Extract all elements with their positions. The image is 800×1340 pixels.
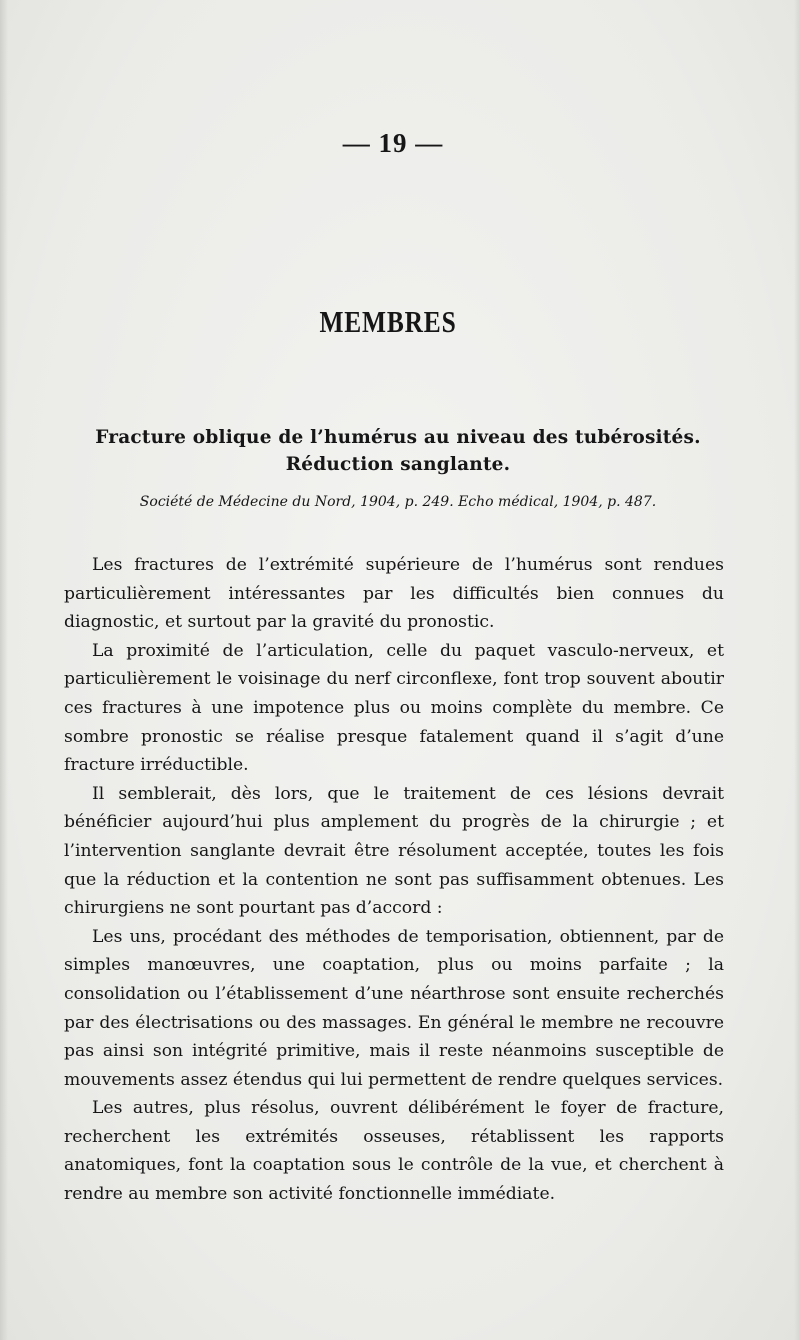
- section-title: MEMBRES: [319, 304, 457, 339]
- paragraph: Les fractures de l’extrémité supérieure de l’humérus sont rendues particulièrement intéressantes par les difficultés bien connues du diagnostic, et surtout par la gravité du pronostic.: [64, 555, 724, 633]
- body-text: [64, 551, 724, 1209]
- paragraph: Il semblerait, dès lors, que le traitement de ces lésions devrait bénéficier aujourd’hui plus amplement du progrès de la chirurgie ; et l’intervention sanglante devrait être résolument acceptée, toutes les fois que la réduction et la contention ne sont pas suffisamment obtenues. Les chirurgiens ne sont pourtant pas d’accord :: [64, 783, 724, 919]
- page-edge-shadow-right: [794, 0, 800, 1340]
- paragraph: La proximité de l’articulation, celle du paquet vasculo-nerveux, et particulièrement le voisinage du nerf circonflexe, font trop souvent aboutir ces fractures à une impotence plus ou moins complète du membre. Ce sombre pronostic se réalise presque fatalement quand il s’agit d’une fracture irréductible.: [64, 640, 724, 776]
- paragraph: Les uns, procédant des méthodes de temporisation, obtiennent, par de simples manœuvres, une coaptation, plus ou moins parfaite ; la consolidation ou l’établissement d’une néarthrose sont ensuite recherchés par des électrisations ou des massages. En général le membre ne recouvre pas ainsi son intégrité primitive, mais il reste néanmoins susceptible de mouvements assez étendus qui lui permettent de rendre quelques services.: [64, 926, 724, 1090]
- citation: Société de Médecine du Nord, 1904, p. 249. Echo médical, 1904, p. 487.: [139, 494, 657, 510]
- article-title: [60, 424, 736, 478]
- page-edge-shadow-left: [0, 0, 8, 1340]
- article-title-line-1: Fracture oblique de l’humérus au niveau des tubérosités.: [95, 427, 701, 448]
- paragraph: Les autres, plus résolus, ouvrent délibérément le foyer de fracture, recherchent les extrémités osseuses, rétablissent les rapports anatomiques, font la coaptation sous le contrôle de la vue, et cherchent à rendre au membre son activité fonctionnelle immédiate.: [64, 1098, 724, 1205]
- page-number: — 19 —: [342, 128, 444, 158]
- article-title-line-2: Réduction sanglante.: [285, 454, 511, 475]
